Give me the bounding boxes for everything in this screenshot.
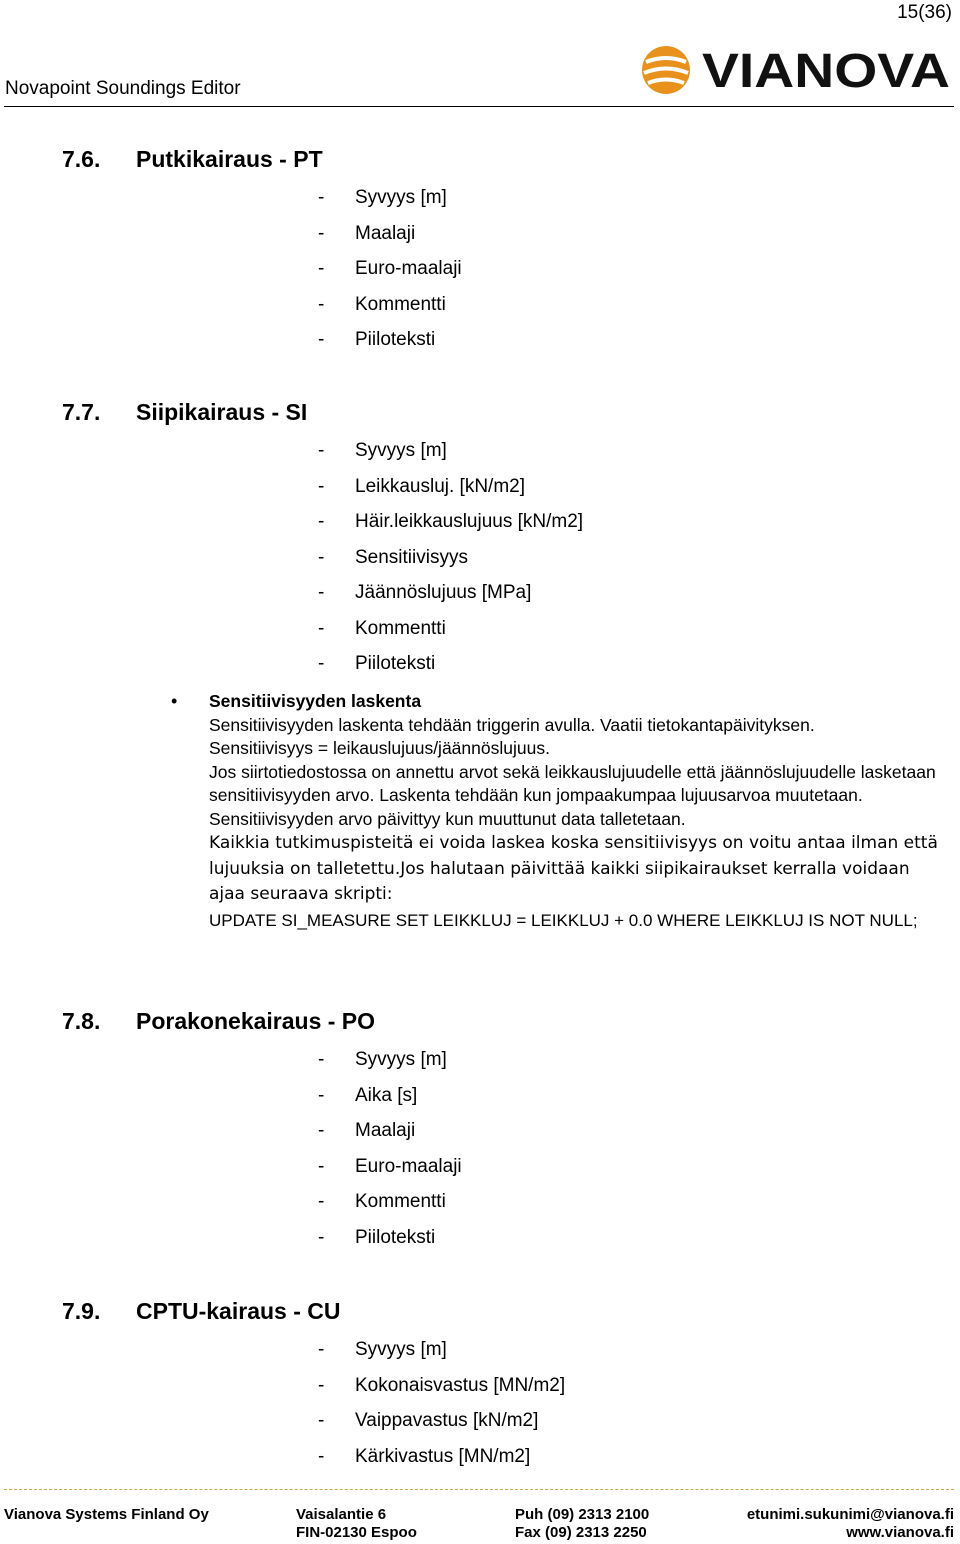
footer-phone: Puh (09) 2313 2100 Fax (09) 2313 2250	[515, 1506, 650, 1541]
section-number: 7.8.	[62, 1008, 101, 1034]
list-item: - Sensitiivisyys	[318, 546, 468, 568]
list-item: - Kommentti	[318, 293, 446, 315]
list-item: - Kokonaisvastus [MN/m2]	[318, 1374, 566, 1396]
list-item: - Syvyys [m]	[318, 1339, 447, 1360]
list-item: - Kärkivastus [MN/m2]	[318, 1445, 531, 1467]
logo-wordmark: VIANOVA	[702, 45, 950, 98]
footer-website: www.vianova.fi	[846, 1524, 954, 1541]
list-item: - Maalaji	[318, 1120, 416, 1141]
list-item: - Kommentti	[318, 1191, 446, 1212]
footer-company: Vianova Systems Finland Oy	[4, 1506, 209, 1523]
list-item: - Syvyys [m]	[318, 187, 447, 208]
footer-divider	[4, 1489, 954, 1490]
list-item: - Piiloteksti	[318, 653, 436, 674]
bullet-icon: •	[171, 691, 178, 711]
sensitivity-note	[209, 690, 949, 932]
note-line: Sensitiivisyys = leikauslujuus/jäännöslujuus.	[209, 738, 550, 758]
footer-address: Vaisalantie 6 FIN-02130 Espoo	[296, 1506, 417, 1541]
list-item: - Piiloteksti	[318, 1226, 436, 1248]
note-paragraph: Jos siirtotiedostossa on annettu arvot sekä leikkauslujuudelle että jäännöslujuudelle lasketaan sensitiivisyyden arvo. Laskenta tehdään kun jompaakumpaa lujuusarvoa muutetaan. Sensitiivisyyden arvo päivittyy kun muuttunut data talletetaan.	[209, 761, 936, 829]
list-item: - Syvyys [m]	[318, 440, 447, 461]
footer-email: etunimi.sukunimi@vianova.fi	[746, 1506, 954, 1523]
section-title: Siipikairaus - SI	[136, 399, 308, 425]
list-item: - Kommentti	[318, 617, 446, 639]
list-item: - Häir.leikkauslujuus [kN/m2]	[318, 511, 584, 532]
note-paragraph: Kaikkia tutkimuspisteitä ei voida laskea koska sensitiivisyys on voitu antaa ilman että lujuuksia on talletettu.Jos halutaan päivittää kaikki siipikairaukset kerralla voidaan ajaa seuraava skripti:	[209, 833, 938, 904]
section-title: CPTU-kairaus - CU	[136, 1298, 341, 1324]
header-divider	[4, 106, 954, 107]
list-item: - Piiloteksti	[318, 329, 436, 350]
footer-contact	[747, 1506, 954, 1542]
field-list	[318, 1042, 462, 1255]
section-number: 7.6.	[62, 146, 101, 172]
list-item: - Euro-maalaji	[318, 1155, 462, 1177]
list-item: - Vaippavastus [kN/m2]	[318, 1410, 539, 1431]
list-item: - Syvyys [m]	[318, 1049, 447, 1070]
field-list	[318, 180, 462, 358]
section-number: 7.9.	[62, 1298, 101, 1324]
section-title: Porakonekairaus - PO	[136, 1008, 376, 1034]
vianova-logo	[640, 40, 952, 100]
vianova-logo-icon	[640, 40, 952, 100]
list-item: - Jäännöslujuus [MPa]	[318, 582, 532, 603]
sql-script: UPDATE SI_MEASURE SET LEIKKLUJ = LEIKKLUJ + 0.0 WHERE LEIKKLUJ IS NOT NULL;	[209, 910, 918, 930]
page-number: 15(36)	[897, 2, 952, 23]
field-list	[318, 1332, 565, 1474]
list-item: - Euro-maalaji	[318, 258, 462, 279]
note-heading: Sensitiivisyyden laskenta	[209, 691, 422, 711]
list-item: - Leikkausluj. [kN/m2]	[318, 475, 526, 497]
note-line: Sensitiivisyyden laskenta tehdään triggerin avulla. Vaatii tietokantapäivityksen.	[209, 714, 815, 735]
list-item: - Maalaji	[318, 222, 416, 244]
section-number: 7.7.	[62, 399, 101, 425]
document-title: Novapoint Soundings Editor	[5, 78, 241, 99]
field-list	[318, 433, 583, 682]
section-title: Putkikairaus - PT	[136, 146, 323, 172]
list-item: - Aika [s]	[318, 1084, 418, 1106]
